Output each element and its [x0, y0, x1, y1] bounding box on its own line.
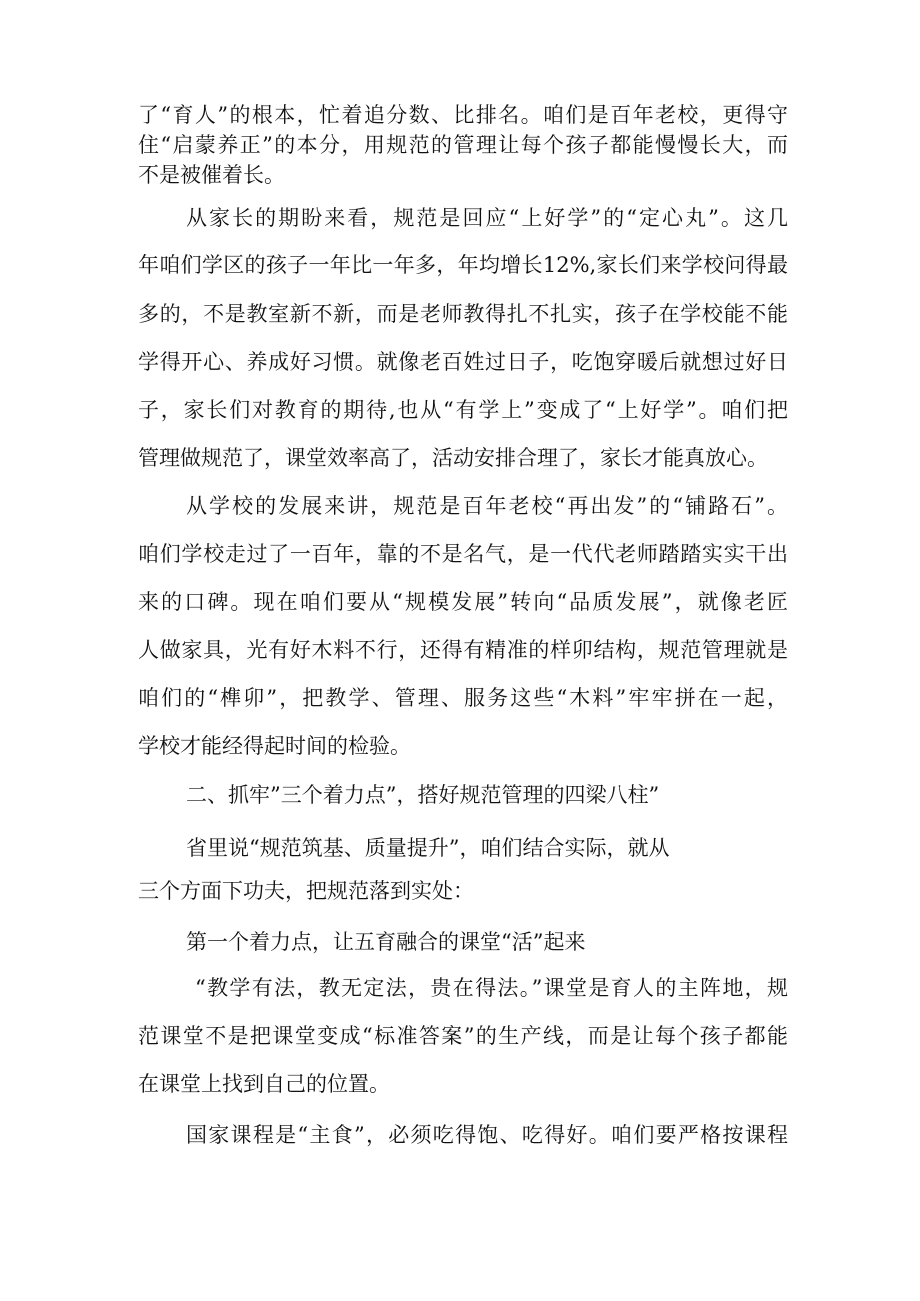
text-line: “教学有法，教无定法，贵在得法。”课堂是育人的主阵地，规	[195, 976, 788, 1000]
text-line: 三个方面下功夫，把规范落到实处：	[138, 879, 474, 903]
text-line: 范课堂不是把课堂变成“标准答案”的生产线，而是让每个孩子都能	[138, 1024, 788, 1048]
text-line: 国家课程是“主食”，必须吃得饱、吃得好。咱们要严格按课程	[186, 1123, 788, 1147]
text-line: 学校才能经得起时间的检验。	[138, 734, 411, 758]
text-line: 咱们的“榫卯”，把教学、管理、服务这些“木料”牢牢拼在一起，	[138, 686, 788, 710]
text-line: 从家长的期盼来看，规范是回应“上好学”的“定心丸”。这几	[186, 206, 788, 230]
text-line: 管理做规范了，课堂效率高了，活动安排合理了，家长才能真放心。	[138, 446, 768, 470]
text-line: 在课堂上找到自己的位置。	[138, 1072, 390, 1096]
text-line: 子，家长们对教育的期待,也从“有学上”变成了“上好学”。咱们把	[138, 398, 788, 422]
text-line: 学得开心、养成好习惯。就像老百姓过日子，吃饱穿暖后就想过好日	[138, 350, 788, 374]
text-line: 住“启蒙养正”的本分，用规范的管理让每个孩子都能慢慢长大，而	[138, 133, 788, 157]
text-line: 了“育人”的根本，忙着追分数、比排名。咱们是百年老校，更得守	[138, 103, 788, 127]
text-line: 不是被催着长。	[138, 163, 285, 187]
text-line: 多的，不是教室新不新，而是老师教得扎不扎实，孩子在学校能不能	[138, 302, 788, 326]
text-line: 从学校的发展来讲，规范是百年老校“再出发”的“铺路石”。	[186, 494, 788, 518]
text-line: 人做家具，光有好木料不行，还得有精准的样卯结构，规范管理就是	[138, 638, 788, 662]
text-line: 年咱们学区的孩子一年比一年多，年均增长12%,家长们来学校问得最	[138, 253, 788, 277]
text-line: 省里说“规范筑基、质量提升”，咱们结合实际，就从	[186, 836, 670, 860]
subsection-heading: 第一个着力点，让五育融合的课堂“活”起来	[186, 930, 586, 954]
section-heading: 二、抓牢”三个着力点”，搭好规范管理的四梁八柱”	[186, 783, 660, 807]
text-line: 来的口碑。现在咱们要从“规模发展”转向“品质发展”，就像老匠	[138, 590, 788, 614]
text-line: 咱们学校走过了一百年，靠的不是名气，是一代代老师踏踏实实干出	[138, 542, 788, 566]
